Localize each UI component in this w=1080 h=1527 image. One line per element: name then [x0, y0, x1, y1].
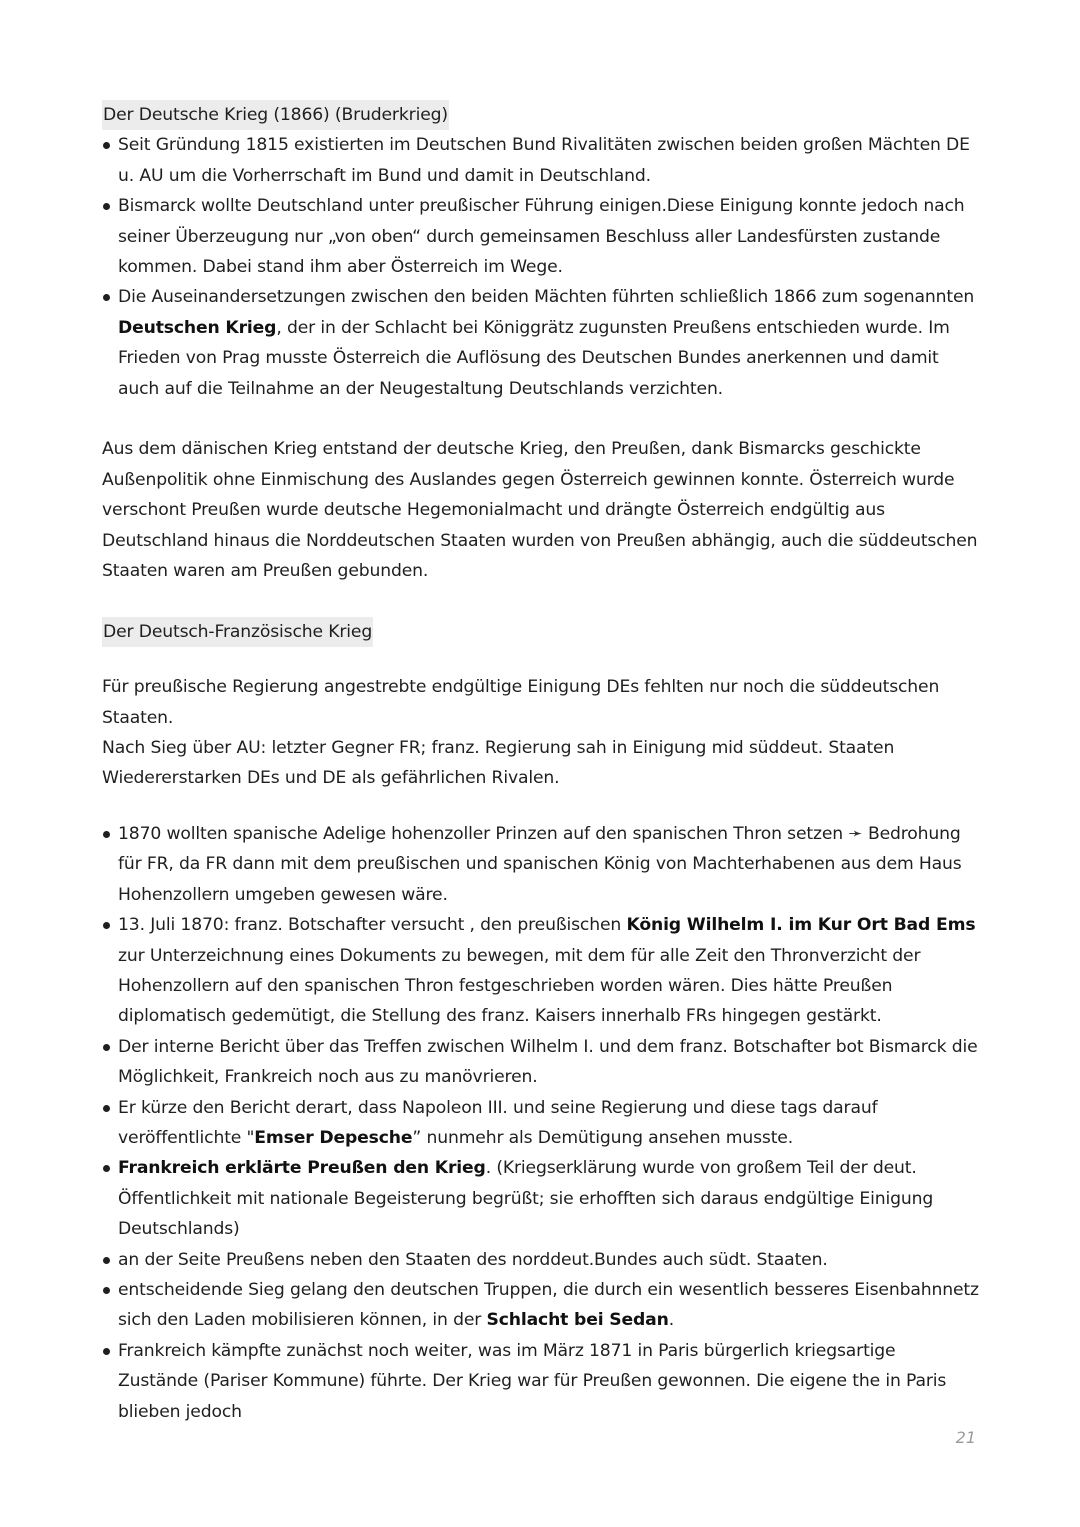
bold-term: König Wilhelm I. im Kur Ort Bad Ems: [626, 915, 976, 936]
bullet-text: Der interne Bericht über das Treffen zwischen Wilhelm I. und dem franz. Botschafter bot Bismarck die Möglichkeit, Frankreich noch aus zu manövrieren.: [118, 1036, 978, 1088]
bold-term: Emser Depesche: [254, 1127, 413, 1148]
bullet-text: 1870 wollten spanische Adelige hohenzoller Prinzen auf den spanischen Thron setzen: [118, 823, 849, 844]
bullet-text: entscheidende Sieg gelang den deutschen Truppen, die durch ein wesentlich besseres Eisenbahnnetz sich den Laden mobilisieren können, in der: [118, 1279, 979, 1331]
bullet-text: Seit Gründung 1815 existierten im Deutschen Bund Rivalitäten zwischen beiden großen Mächten DE u. AU um die Vorherrschaft im Bund und damit in Deutschland.: [118, 135, 970, 186]
summary-paragraph: Aus dem dänischen Krieg entstand der deutsche Krieg, den Preußen, dank Bismarcks geschickte Außenpolitik ohne Einmischung des Auslandes gegen Österreich gewinnen konnte. Österreich wurde verschont Preußen wurde deutsche Hegemonialmacht und drängte Österreich endgültig aus Deutschland hinaus die Norddeutschen Staaten wurden von Preußen abhängig, auch die süddeutschen Staaten waren am Preußen gebunden.: [102, 439, 978, 582]
section-heading-deutsch-franzoesischer-krieg: Der Deutsch-Französische Krieg: [102, 617, 373, 647]
bullet-list-deutsch-franzoesischer-krieg: [102, 819, 980, 1427]
bullet-item: [102, 1153, 980, 1244]
bullet-item: [102, 1093, 980, 1154]
bold-term: Frankreich erklärte Preußen den Krieg: [118, 1158, 486, 1179]
bullet-text: . (Kriegserklärung wurde von großem Teil der deut. Öffentlichkeit mit nationale Begeisterung begrüßt; sie erhofften sich daraus endgültige Einigung Deutschlands): [118, 1158, 934, 1240]
bullet-item: [102, 1245, 980, 1275]
intro-paragraph: Nach Sieg über AU: letzter Gegner FR; franz. Regierung sah in Einigung mid süddeut. Staaten Wiedererstarken DEs und DE als gefährlichen Rivalen.: [102, 738, 895, 789]
bullet-text: 13. Juli 1870: franz. Botschafter versucht , den preußischen: [118, 915, 627, 936]
bullet-item: [102, 1336, 980, 1427]
bullet-text: Die Auseinandersetzungen zwischen den beiden Mächten führten schließlich 1866 zum sogenannten: [118, 287, 975, 308]
bullet-text: .: [668, 1310, 675, 1331]
bullet-item: [102, 130, 980, 191]
bullet-text: , der in der Schlacht bei Königgrätz zugunsten Preußens entschieden wurde. Im Frieden von Prag musste Österreich die Auflösung des Deutschen Bundes anerkennen und damit auch auf die Teilnahme an der Neugestaltung Deutschlands verzichten.: [118, 317, 950, 399]
bullet-item: [102, 819, 980, 910]
bullet-item: [102, 191, 980, 282]
bullet-text: Bedrohung für FR, da FR dann mit dem preußischen und spanischen König von Machterhabenen aus dem Haus Hohenzollern umgeben gewesen wäre.: [118, 823, 962, 905]
bold-term: Schlacht bei Sedan: [486, 1310, 669, 1331]
intro-paragraph: Für preußische Regierung angestrebte endgültige Einigung DEs fehlten nur noch die süddeutschen Staaten.: [102, 677, 940, 728]
section-heading-deutscher-krieg: Der Deutsche Krieg (1866) (Bruderkrieg): [102, 100, 449, 130]
bullet-text: Bismarck wollte Deutschland unter preußischer Führung einigen.Diese Einigung konnte jedoch nach seiner Überzeugung nur „von oben“ durch gemeinsamen Beschluss aller Landesfürsten zustande kommen. Dabei stand ihm aber Österreich im Wege.: [118, 196, 965, 278]
bullet-text: Frankreich kämpfte zunächst noch weiter, was im März 1871 in Paris bürgerlich kriegsartige Zustände (Pariser Kommune) führte. Der Krieg war für Preußen gewonnen. Die eigene the in Paris blieben jedoch: [118, 1340, 947, 1422]
bullet-text: ” nunmehr als Demütigung ansehen musste.: [412, 1127, 794, 1148]
bullet-list-deutscher-krieg: [102, 130, 980, 404]
bullet-item: [102, 1032, 980, 1093]
bullet-item: [102, 282, 980, 404]
bullet-item: [102, 1275, 980, 1336]
bullet-text: zur Unterzeichnung eines Dokuments zu bewegen, mit dem für alle Zeit den Thronverzicht der Hohenzollern auf den spanischen Thron festgeschrieben worden wären. Dies hätte Preußen diplomatisch gedemütigt, die Stellung des franz. Kaisers innerhalb FRs hingegen gestärkt.: [118, 945, 921, 1027]
bullet-text: an der Seite Preußens neben den Staaten des norddeut.Bundes auch südt. Staaten.: [118, 1249, 828, 1270]
document-page: [102, 100, 980, 1427]
bold-term: Deutschen Krieg: [118, 317, 277, 338]
arrow-icon: ➛: [848, 823, 863, 844]
bullet-text: Er kürze den Bericht derart, dass Napoleon III. und seine Regierung und diese tags darauf veröffentlichte ": [118, 1097, 878, 1148]
bullet-item: [102, 910, 980, 1032]
page-number: 21: [955, 1428, 976, 1447]
